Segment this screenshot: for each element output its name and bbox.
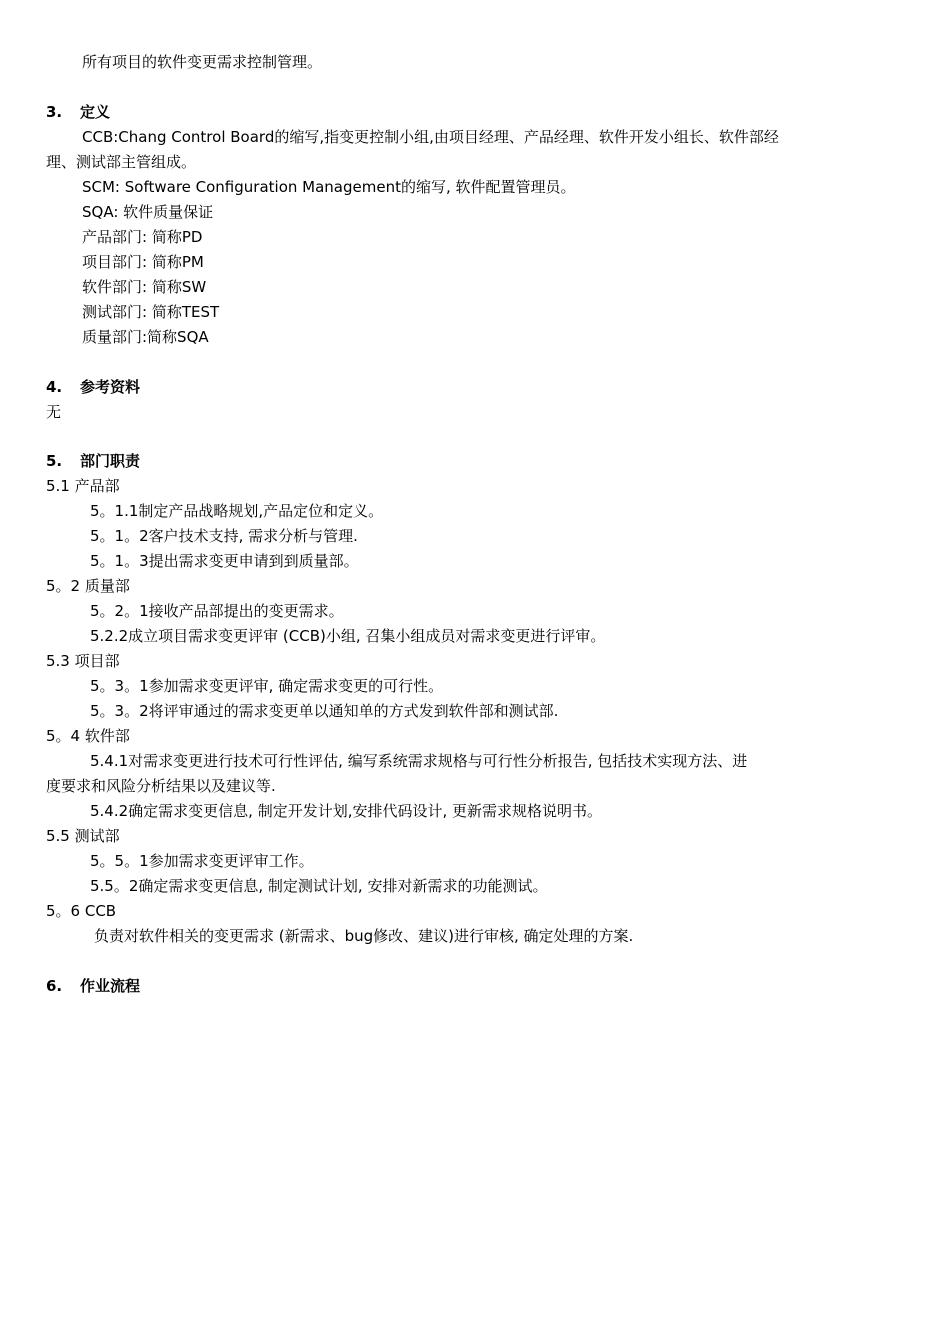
section-6-number: 6. [46,977,63,995]
def-sqa-dept: 质量部门:简称SQA [82,328,209,346]
section-3-title: 定义 [80,103,111,121]
section-4-title: 参考资料 [80,378,141,396]
section-4-number: 4. [46,378,63,396]
def-ccb-line2: 理、测试部主管组成。 [46,153,197,171]
section-5-number: 5. [46,452,63,470]
subsection-5-4: 5。4 软件部 [46,727,130,745]
item-5-3-2: 5。3。2将评审通过的需求变更单以通知单的方式发到软件部和测试部. [90,702,559,720]
item-5-3-1: 5。3。1参加需求变更评审, 确定需求变更的可行性。 [90,677,444,695]
item-5-5-2: 5.5。2确定需求变更信息, 制定测试计划, 安排对新需求的功能测试。 [90,877,548,895]
item-5-4-1-line1: 5.4.1对需求变更进行技术可行性评估, 编写系统需求规格与可行性分析报告, 包括技术实现方法、进 [90,752,748,770]
subsection-5-6: 5。6 CCB [46,902,117,920]
section-4-body: 无 [46,403,62,421]
section-6-heading [46,976,140,996]
def-scm: SCM: Software Configuration Management的缩写, 软件配置管理员。 [82,178,576,196]
subsection-5-1: 5.1 产品部 [46,477,120,495]
section-6-title: 作业流程 [80,977,141,995]
section-4-heading [46,377,140,397]
section-5-heading [46,451,140,471]
section-5-title: 部门职责 [80,452,141,470]
subsection-5-2: 5。2 质量部 [46,577,130,595]
def-sqa: SQA: 软件质量保证 [82,203,214,221]
item-5-1-1: 5。1.1制定产品战略规划,产品定位和定义。 [90,502,384,520]
def-sw: 软件部门: 简称SW [82,278,207,296]
item-5-6-body: 负责对软件相关的变更需求 (新需求、bug修改、建议)进行审核, 确定处理的方案. [94,927,634,945]
def-pm: 项目部门: 简称PM [82,253,204,271]
intro-line: 所有项目的软件变更需求控制管理。 [82,53,323,71]
item-5-1-3: 5。1。3提出需求变更申请到到质量部。 [90,552,359,570]
def-pd: 产品部门: 简称PD [82,228,203,246]
item-5-4-1-line2: 度要求和风险分析结果以及建议等. [46,777,276,795]
item-5-5-1: 5。5。1参加需求变更评审工作。 [90,852,314,870]
item-5-4-2: 5.4.2确定需求变更信息, 制定开发计划,安排代码设计, 更新需求规格说明书。 [90,802,603,820]
subsection-5-3: 5.3 项目部 [46,652,120,670]
section-3-number: 3. [46,103,63,121]
item-5-2-2: 5.2.2成立项目需求变更评审 (CCB)小组, 召集小组成员对需求变更进行评审。 [90,627,606,645]
section-3-heading [46,102,110,122]
item-5-2-1: 5。2。1接收产品部提出的变更需求。 [90,602,344,620]
subsection-5-5: 5.5 测试部 [46,827,120,845]
def-test: 测试部门: 简称TEST [82,303,220,321]
item-5-1-2: 5。1。2客户技术支持, 需求分析与管理. [90,527,358,545]
def-ccb-line1: CCB:Chang Control Board的缩写,指变更控制小组,由项目经理、产品经理、软件开发小组长、软件部经 [82,128,779,146]
